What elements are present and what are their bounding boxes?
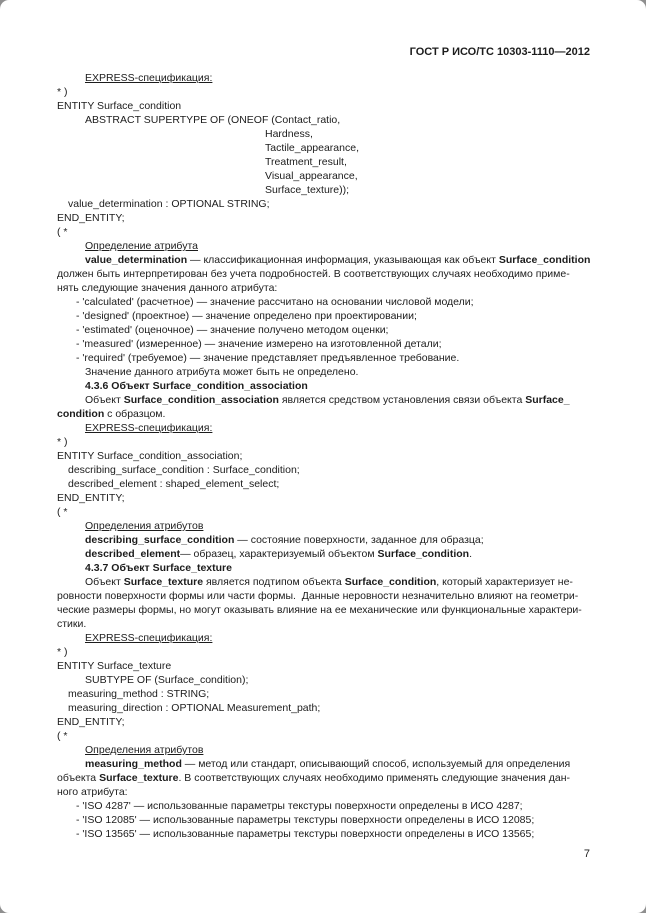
document-body xyxy=(57,71,590,841)
text-run: - 'calculated' (расчетное) — значение рассчитано на основании числовой модели; xyxy=(76,296,474,308)
document-line xyxy=(57,183,590,197)
text-run: Hardness, xyxy=(265,128,313,140)
text-run: EXPRESS-спецификация: xyxy=(85,422,213,434)
text-run: — состояние поверхности, заданное для образца; xyxy=(234,534,484,546)
document-line xyxy=(57,155,590,169)
text-run: condition xyxy=(57,408,105,420)
document-line xyxy=(57,435,590,449)
document-line xyxy=(57,407,590,421)
document-line xyxy=(57,365,590,379)
document-line xyxy=(57,687,590,701)
text-run: Surface_texture xyxy=(123,576,204,588)
text-run: EXPRESS-спецификация: xyxy=(85,72,213,84)
text-run: Surface_condition xyxy=(344,576,437,588)
document-line xyxy=(57,659,590,673)
text-run: Объект xyxy=(85,576,124,588)
text-run: describing_surface_condition xyxy=(85,534,235,546)
text-run: END_ENTITY; xyxy=(57,492,125,504)
text-run: END_ENTITY; xyxy=(57,716,125,728)
text-run: SUBTYPE OF (Surface_condition); xyxy=(85,674,249,686)
document-line xyxy=(57,547,590,561)
document-header: ГОСТ Р ИСО/ТС 10303-1110—2012 xyxy=(409,46,590,58)
text-run: Surface_texture)); xyxy=(265,184,350,196)
document-line xyxy=(57,393,590,407)
text-run: — образец, характеризуемый объектом xyxy=(180,548,378,560)
text-run: measuring_method : STRING; xyxy=(68,688,210,700)
text-run: . xyxy=(469,548,472,560)
text-run: value_determination : OPTIONAL STRING; xyxy=(68,198,270,210)
document-line xyxy=(57,589,590,603)
text-run: * ) xyxy=(57,646,68,658)
text-run: Определение атрибута xyxy=(85,240,198,252)
document-line xyxy=(57,141,590,155)
text-run: - 'ISO 12085' — использованные параметры текстуры поверхности определены в ИСО 12085; xyxy=(76,814,535,826)
text-run: Значение данного атрибута может быть не определено. xyxy=(85,366,359,378)
text-run: ного атрибута: xyxy=(57,786,128,798)
document-line xyxy=(57,323,590,337)
document-line xyxy=(57,267,590,281)
document-line xyxy=(57,379,590,393)
text-run: стики. xyxy=(57,618,87,630)
text-run: - 'required' (требуемое) — значение представляет предъявленное требование. xyxy=(76,352,460,364)
document-line xyxy=(57,505,590,519)
document-line xyxy=(57,645,590,659)
document-line xyxy=(57,85,590,99)
text-run: ABSTRACT SUPERTYPE OF (ONEOF (Contact_ratio, xyxy=(85,114,341,126)
text-run: — метод или стандарт, описывающий способ, используемый для определения xyxy=(181,758,571,770)
document-line xyxy=(57,575,590,589)
document-line xyxy=(57,239,590,253)
text-run: Surface_condition xyxy=(377,548,470,560)
document-line xyxy=(57,337,590,351)
document-line xyxy=(57,673,590,687)
text-run: - 'designed' (проектное) — значение определено при проектировании; xyxy=(76,310,417,322)
text-run: Объект xyxy=(85,394,124,406)
text-run: * ) xyxy=(57,86,68,98)
text-run: Surface_ xyxy=(525,394,570,406)
document-line xyxy=(57,211,590,225)
text-run: ENTITY Surface_condition xyxy=(57,100,182,112)
text-run: Tactile_appearance, xyxy=(265,142,359,154)
document-line xyxy=(57,127,590,141)
document-line xyxy=(57,113,590,127)
document-line xyxy=(57,197,590,211)
text-run: Visual_appearance, xyxy=(265,170,358,182)
text-run: Определения атрибутов xyxy=(85,744,204,756)
document-line xyxy=(57,561,590,575)
text-run: ( * xyxy=(57,506,68,518)
document-line xyxy=(57,715,590,729)
text-run: 4.3.7 Объект Surface_texture xyxy=(85,562,232,574)
document-line xyxy=(57,491,590,505)
document-line xyxy=(57,617,590,631)
document-line xyxy=(57,295,590,309)
text-run: measuring_direction : OPTIONAL Measurement_path; xyxy=(68,702,321,714)
text-run: — классификационная информация, указывающая как объект xyxy=(187,254,499,266)
text-run: value_determination xyxy=(85,254,188,266)
text-run: нять следующие значения данного атрибута: xyxy=(57,282,278,294)
document-line xyxy=(57,99,590,113)
text-run: Surface_condition_association xyxy=(123,394,279,406)
text-run: - 'ISO 4287' — использованные параметры текстуры поверхности определены в ИСО 4287; xyxy=(76,800,523,812)
text-run: ( * xyxy=(57,730,68,742)
text-run: ческие размеры формы, но могут оказывать влияние на ее механические или функциональные характери- xyxy=(57,604,582,616)
document-line xyxy=(57,785,590,799)
text-run: ровности поверхности формы или части формы. Данные неровности незначительно влияют на геометри- xyxy=(57,590,579,602)
document-line xyxy=(57,533,590,547)
text-run: Определения атрибутов xyxy=(85,520,204,532)
text-run: * ) xyxy=(57,436,68,448)
text-run: 4.3.6 Объект Surface_condition_association xyxy=(85,380,308,392)
document-line xyxy=(57,463,590,477)
text-run: , который характеризует не- xyxy=(436,576,573,588)
document-line xyxy=(57,771,590,785)
page-number: 7 xyxy=(583,848,590,860)
text-run: - 'estimated' (оценочное) — значение получено методом оценки; xyxy=(76,324,389,336)
text-run: Surface_condition xyxy=(498,254,591,266)
document-line xyxy=(57,421,590,435)
document-line xyxy=(57,477,590,491)
text-run: должен быть интерпретирован без учета подробностей. В соответствующих случаях необходимо приме- xyxy=(57,268,570,280)
text-run: ENTITY Surface_texture xyxy=(57,660,172,672)
document-line xyxy=(57,631,590,645)
text-run: ( * xyxy=(57,226,68,238)
text-run: described_element xyxy=(85,548,181,560)
text-run: Treatment_result, xyxy=(265,156,347,168)
text-run: described_element : shaped_element_select; xyxy=(68,478,280,490)
text-run: EXPRESS-спецификация: xyxy=(85,632,213,644)
document-line xyxy=(57,309,590,323)
text-run: является средством установления связи объекта xyxy=(278,394,526,406)
document-line xyxy=(57,743,590,757)
document-line xyxy=(57,71,590,85)
document-line xyxy=(57,813,590,827)
text-run: ENTITY Surface_condition_association; xyxy=(57,450,243,462)
document-line xyxy=(57,757,590,771)
document-line xyxy=(57,449,590,463)
text-run: является подтипом объекта xyxy=(203,576,345,588)
document-line xyxy=(57,169,590,183)
text-run: Surface_texture xyxy=(99,772,179,784)
document-line xyxy=(57,603,590,617)
text-run: describing_surface_condition : Surface_condition; xyxy=(68,464,300,476)
document-line xyxy=(57,225,590,239)
text-run: с образцом. xyxy=(104,408,166,420)
text-run: объекта xyxy=(57,772,100,784)
text-run: measuring_method xyxy=(85,758,182,770)
document-line xyxy=(57,701,590,715)
document-line xyxy=(57,253,590,267)
document-line xyxy=(57,519,590,533)
document-line xyxy=(57,281,590,295)
text-run: - 'measured' (измеренное) — значение измерено на изготовленной детали; xyxy=(76,338,442,350)
document-line xyxy=(57,729,590,743)
document-line xyxy=(57,799,590,813)
text-run: - 'ISO 13565' — использованные параметры текстуры поверхности определены в ИСО 13565; xyxy=(76,828,535,840)
text-run: END_ENTITY; xyxy=(57,212,125,224)
document-line xyxy=(57,827,590,841)
text-run: . В соответствующих случаях необходимо применять следующие значения дан- xyxy=(178,772,571,784)
document-line xyxy=(57,351,590,365)
